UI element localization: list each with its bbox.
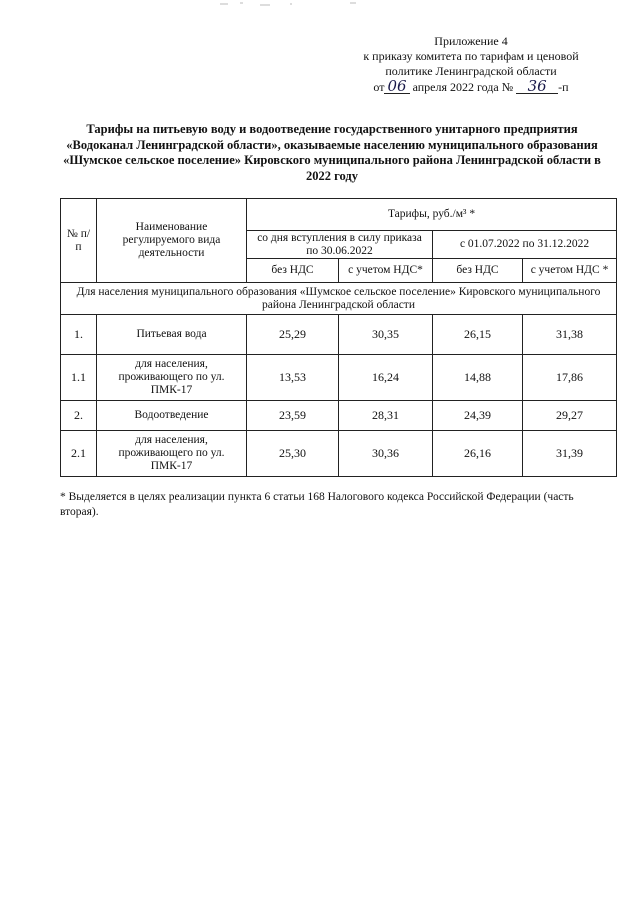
row-value: 16,24: [339, 355, 433, 401]
row-value: 29,27: [523, 401, 617, 431]
appendix-header: [346, 34, 596, 95]
table-row: [61, 355, 617, 401]
appendix-committee: политике Ленинградской области: [385, 64, 557, 78]
row-value: 25,29: [247, 315, 339, 355]
row-number: 2.1: [61, 431, 97, 477]
row-value: 30,35: [339, 315, 433, 355]
row-value: 24,39: [433, 401, 523, 431]
appendix-date-line: [346, 79, 596, 95]
row-number: 1.: [61, 315, 97, 355]
header-activity: Наименование регулируемого вида деятельности: [97, 199, 247, 283]
appendix-title: Приложение 4: [434, 34, 508, 48]
header-with-vat-2: с учетом НДС *: [523, 259, 617, 283]
row-value: 31,39: [523, 431, 617, 477]
row-value: 30,36: [339, 431, 433, 477]
header-with-vat-1: с учетом НДС*: [339, 259, 433, 283]
date-rest: апреля 2022 года №: [412, 80, 514, 94]
scan-artifact: [200, 0, 440, 10]
footnote: * Выделяется в целях реализации пункта 6 статьи 168 Налогового кодекса Российской Федерации (часть вторая).: [60, 491, 574, 518]
order-suffix: -п: [558, 80, 569, 94]
header-tariffs: Тарифы, руб./м³ *: [247, 199, 617, 231]
row-number: 1.1: [61, 355, 97, 401]
row-activity: Водоотведение: [97, 401, 247, 431]
tariff-table: [60, 198, 617, 477]
row-value: 26,15: [433, 315, 523, 355]
row-activity: Питьевая вода: [97, 315, 247, 355]
header-period-2: с 01.07.2022 по 31.12.2022: [433, 231, 617, 259]
row-number: 2.: [61, 401, 97, 431]
table-row: [61, 401, 617, 431]
header-no-vat-2: без НДС: [433, 259, 523, 283]
handwritten-day: 06: [384, 79, 409, 94]
date-prefix: от: [373, 80, 385, 94]
row-value: 25,30: [247, 431, 339, 477]
row-value: 26,16: [433, 431, 523, 477]
row-value: 28,31: [339, 401, 433, 431]
row-value: 23,59: [247, 401, 339, 431]
document-title: Тарифы на питьевую воду и водоотведение государственного унитарного предприятия «Водоканал Ленинградской области», оказываемые населению муниципального образования «Шумское сельское поселение» Кировского муниципального района Ленинградской области в 2022 году: [63, 122, 601, 183]
header-row-1: [61, 199, 617, 231]
row-value: 14,88: [433, 355, 523, 401]
group-row: [61, 283, 617, 315]
table-row: [61, 431, 617, 477]
table-row: [61, 315, 617, 355]
header-no-vat-1: без НДС: [247, 259, 339, 283]
appendix-order-ref: к приказу комитета по тарифам и ценовой: [363, 49, 579, 63]
row-value: 13,53: [247, 355, 339, 401]
handwritten-order-number: 36: [516, 79, 558, 94]
row-value: 17,86: [523, 355, 617, 401]
group-header: Для населения муниципального образования «Шумское сельское поселение» Кировского муниципального района Ленинградской области: [61, 283, 617, 315]
header-period-1: со дня вступления в силу приказа по 30.06.2022: [247, 231, 433, 259]
header-number: № п/п: [61, 199, 97, 283]
row-value: 31,38: [523, 315, 617, 355]
row-activity: для населения, проживающего по ул. ПМК-17: [97, 431, 247, 477]
row-activity: для населения, проживающего по ул. ПМК-17: [97, 355, 247, 401]
